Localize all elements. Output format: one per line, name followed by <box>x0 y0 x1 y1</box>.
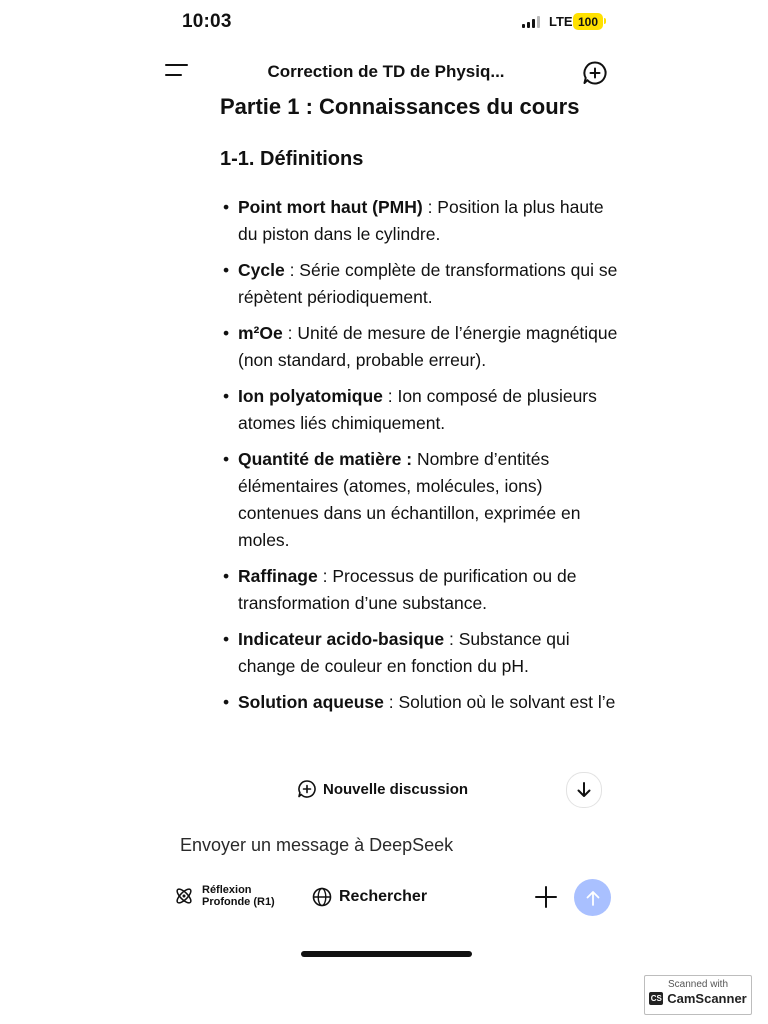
subsection-heading: 1-1. Définitions <box>220 148 364 170</box>
arrow-down-icon <box>575 781 593 799</box>
battery-icon <box>573 13 603 30</box>
watermark-brand: CamScanner <box>667 991 747 1006</box>
definition-term: Solution aqueuse <box>238 692 384 712</box>
new-chat-icon[interactable] <box>582 60 608 86</box>
list-item <box>220 446 620 554</box>
definition-text: : Position la plus haute du piston dans le cylindre. <box>238 197 604 244</box>
list-item <box>220 563 620 617</box>
search-toggle[interactable] <box>312 887 427 907</box>
section-heading: Partie 1 : Connaissances du cours <box>220 94 580 119</box>
list-item <box>220 626 620 680</box>
cellular-signal-icon <box>522 16 540 28</box>
list-item <box>220 194 620 248</box>
battery-tip <box>604 18 606 24</box>
definition-term: m²Oe <box>238 323 283 343</box>
definition-term: Point mort haut (PMH) <box>238 197 423 217</box>
new-discussion-icon <box>297 779 317 799</box>
deep-think-label-line2: Profonde (R1) <box>202 896 275 908</box>
plus-icon <box>534 885 558 909</box>
definition-term: Raffinage <box>238 566 318 586</box>
definition-text: : Ion composé de plusieurs atomes liés chimiquement. <box>238 386 597 433</box>
menu-icon[interactable] <box>165 64 189 80</box>
list-item <box>220 320 620 374</box>
new-discussion-label: Nouvelle discussion <box>323 780 469 798</box>
watermark-top-text: Scanned with <box>667 979 729 990</box>
message-input[interactable]: Envoyer un message à DeepSeek <box>180 835 454 855</box>
assistant-message <box>220 92 620 797</box>
send-button[interactable] <box>574 879 611 916</box>
definition-term: Cycle <box>238 260 285 280</box>
list-item <box>220 257 620 311</box>
definition-term: Quantité de matière : <box>238 449 413 469</box>
network-type: LTE <box>549 14 573 29</box>
definition-text: : Substance qui change de couleur en fonction du pH. <box>238 629 570 676</box>
list-item <box>220 383 620 437</box>
definitions-list <box>220 194 620 716</box>
definition-text: : Série complète de transformations qui se répètent périodiquement. <box>238 260 618 307</box>
definition-text: : Unité de mesure de l’énergie magnétique (non standard, probable erreur). <box>238 323 618 370</box>
deep-think-toggle[interactable] <box>174 884 275 908</box>
battery-level: 100 <box>577 14 599 29</box>
home-indicator <box>301 951 472 957</box>
definition-term: Indicateur acido-basique <box>238 629 445 649</box>
camscanner-watermark <box>644 975 752 1015</box>
atom-icon <box>174 886 194 906</box>
definition-term: Ion polyatomique <box>238 386 383 406</box>
chat-title: Correction de TD de Physiq... <box>267 62 505 81</box>
attach-button[interactable] <box>534 885 558 909</box>
status-time: 10:03 <box>182 11 232 32</box>
definition-text: : Solution où le solvant est l’e <box>383 692 616 712</box>
camscanner-logo: CS <box>650 994 662 1003</box>
new-discussion-button[interactable] <box>287 772 480 806</box>
definition-text: Nombre d’entités élémentaires (atomes, molécules, ions) contenues dans un échantillon, exprimée en moles. <box>238 449 581 550</box>
scroll-down-button[interactable] <box>566 772 602 808</box>
list-item <box>220 689 620 716</box>
arrow-up-icon <box>584 889 602 907</box>
globe-icon <box>312 887 332 907</box>
search-label: Rechercher <box>339 888 428 905</box>
definition-text: : Processus de purification ou de transformation d’une substance. <box>238 566 577 613</box>
deep-think-label-line1: Réflexion <box>202 884 252 896</box>
